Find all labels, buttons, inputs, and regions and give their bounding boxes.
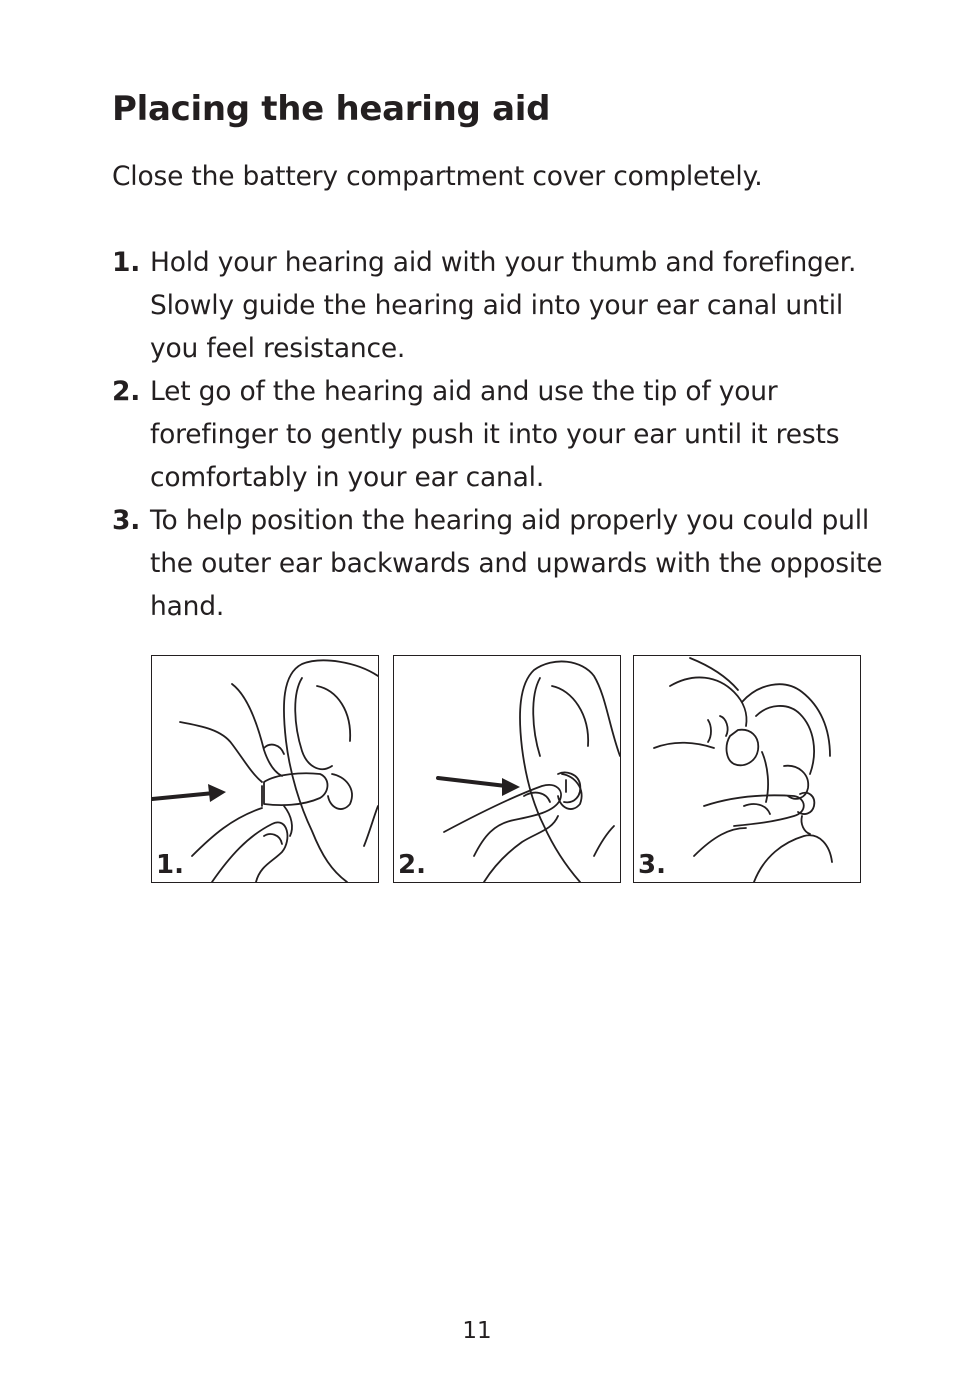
- intro-text: Close the battery compartment cover completely.: [112, 161, 763, 192]
- figure-push-hearing-aid: [393, 655, 621, 883]
- page-title: Placing the hearing aid: [112, 89, 551, 129]
- figure-pull-outer-ear: [633, 655, 861, 883]
- push-hearing-aid-illustration-icon: [394, 656, 620, 882]
- pull-outer-ear-illustration-icon: [634, 656, 860, 882]
- insert-hearing-aid-illustration-icon: [152, 656, 378, 882]
- page-number: 11: [462, 1318, 492, 1344]
- step-text: Hold your hearing aid with your thumb and forefinger. Slowly guide the hearing aid into your ear canal until you feel resistance.: [150, 247, 857, 364]
- step-text: To help position the hearing aid properly you could pull the outer ear backwards and upwards with the opposite hand.: [150, 505, 883, 622]
- step-item: [112, 370, 892, 499]
- step-item: [112, 499, 892, 628]
- figure-insert-hearing-aid: [151, 655, 379, 883]
- step-item: [112, 241, 892, 370]
- step-number: 3.: [112, 505, 141, 536]
- illustration-row: [151, 655, 861, 883]
- step-number: 1.: [112, 247, 141, 278]
- figure-label: 3.: [638, 850, 666, 880]
- figure-label: 2.: [398, 850, 426, 880]
- step-number: 2.: [112, 376, 141, 407]
- step-text: Let go of the hearing aid and use the tip of your forefinger to gently push it into your ear until it rests comfortably in your ear canal.: [150, 376, 840, 493]
- steps-list: [112, 241, 892, 628]
- figure-label: 1.: [156, 850, 184, 880]
